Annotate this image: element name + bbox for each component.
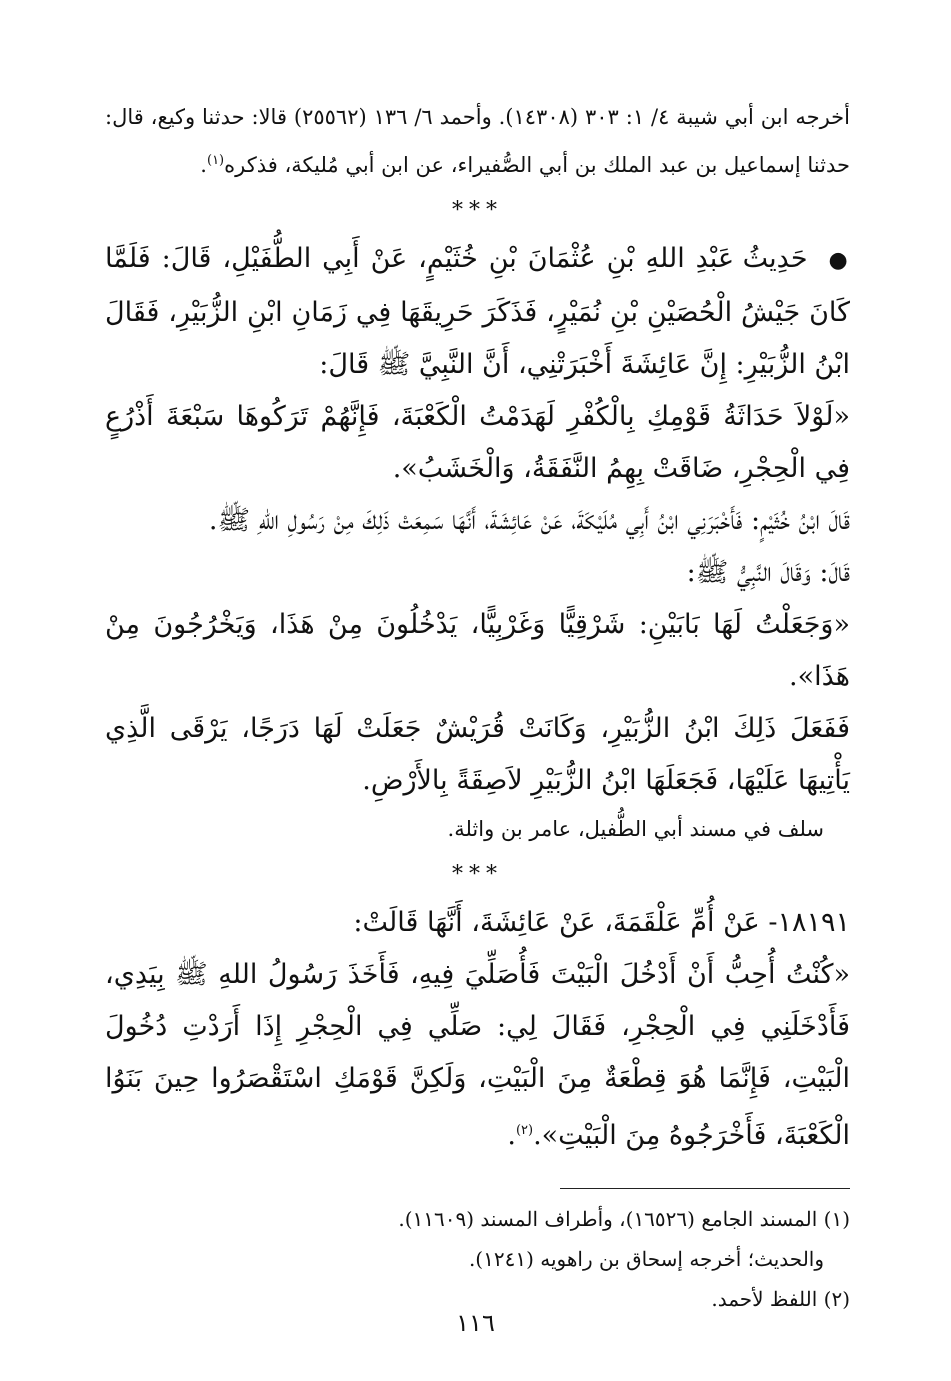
page-number: ١١٦	[456, 1309, 495, 1337]
footnote-ref-1[interactable]: (١)	[206, 153, 225, 168]
intro-line-3: فذكره	[224, 153, 278, 177]
hadith-quote-1: «لَوْلاَ حَدَاثَةُ قَوْمِكِ بِالْكُفْرِ لَهَدَمْتُ الْكَعْبَةَ، فَإِنَّهُمْ تَرَكُوهَا سَبْعَةَ أَذْرُعٍ فِي الْحِجْرِ، ضَاقَتْ بِهِمُ النَّفَقَةُ، وَالْخَشَبُ».	[105, 401, 850, 484]
footnote-ref-2[interactable]: (٢)	[515, 1123, 534, 1138]
cross-reference-note: سلف في مسند أبي الطُّفيل، عامر بن واثلة.	[447, 817, 824, 841]
bullet-icon: ●	[828, 248, 850, 273]
hadith-intro	[105, 233, 850, 391]
hadith-2-quote-text: «كُنْتُ أُحِبُّ أَنْ أَدْخُلَ الْبَيْتَ فَأُصَلِّيَ فِيهِ، فَأَخَذَ رَسُولُ اللهِ ﷺ بِيَدِي، فَأَدْخَلَنِي فِي الْحِجْرِ، فَقَالَ لِي: صَلِّي فِي الْحِجْرِ إِذَا أَرَدْتِ دُخُولَ الْبَيْتِ، فَإِنَّمَا هُوَ قِطْعَةٌ مِنَ الْبَيْتِ، وَلَكِنَّ قَوْمَكِ اسْتَقْصَرُوا حِينَ بَنَوُا الْكَعْبَةَ، فَأَخْرَجُوهُ مِنَ الْبَيْتِ».	[105, 959, 850, 1151]
section-separator: ***	[452, 862, 503, 887]
intro-paragraph: أخرجه ابن أبي شيبة ٤/ ١: ٣٠٣ (١٤٣٠٨). وأحمد ٦/ ١٣٦ (٢٥٥٦٢) قالا: حدثنا وكيع، قال: حدثنا إسماعيل بن عبد الملك بن أبي الصُّفيراء، عن ابن أبي مُليكة، فذكره$^{(١)}$.	[105, 105, 850, 177]
hadith-number: ١٨١٩١-	[768, 907, 850, 938]
intro-line-1: أخرجه ابن أبي شيبة ٤/ ١: ٣٠٣ (١٤٣٠٨). وأحمد ٦/ ١٣٦ (٢٥٥٦٢) قالا:	[251, 105, 850, 129]
hadith-paragraph-4: فَفَعَلَ ذَلِكَ ابْنُ الزُّبَيْرِ، وَكَانَتْ قُرَيْشٌ جَعَلَتْ لَهَا دَرَجًا، يَرْقَى الَّذِي يَأْتِيهَا عَلَيْهَا، فَجَعَلَهَا ابْنُ الزُّبَيْرِ لاَصِقَةً بِالأَرْضِ.	[105, 713, 850, 796]
hadith-2-heading	[105, 897, 850, 949]
hadith-quote-2: «وَجَعَلْتُ لَهَا بَابَيْنِ: شَرْقِيًّا وَغَرْبِيًّا، يَدْخُلُونَ مِنْ هَذَا، وَيَخْرُجُونَ مِنْ هَذَا».	[105, 609, 850, 692]
hadith-intro-text: حَدِيثُ عَبْدِ اللهِ بْنِ عُثْمَانَ بْنِ خُثَيْمٍ، عَنْ أَبِي الطُّفَيْلِ، قَالَ: فَلَمَّا كَانَ جَيْشُ الْحُصَيْنِ بْنِ نُمَيْرٍ، فَذَكَرَ حَرِيقَهَا فِي زَمَانِ ابْنِ الزُّبَيْرِ، فَقَالَ ابْنُ الزُّبَيْرِ: إِنَّ عَائِشَةَ أَخْبَرَتْنِي، أَنَّ النَّبِيَّ ﷺ قَالَ:	[105, 243, 850, 380]
footnote-divider	[560, 1188, 850, 1189]
footnote-1: (١) المسند الجامع (١٦٥٢٦)، وأطراف المسند (١١٦٠٩).	[398, 1207, 850, 1231]
hadith-paragraph-3: قَالَ: وَقَالَ النَّبِيُّ ﷺ:	[686, 557, 850, 588]
intro-line-2: حدثنا وكيع، قال: حدثنا إسماعيل بن عبد الملك بن أبي الصُّفيراء، عن ابن أبي مُليكة،	[105, 105, 850, 177]
section-separator: ***	[452, 198, 503, 223]
hadith-2-intro: عَنْ أُمِّ عَلْقَمَةَ، عَنْ عَائِشَةَ، أَنَّهَا قَالَتْ:	[353, 907, 760, 938]
page-body	[105, 95, 850, 1365]
hadith-2-quote: «كُنْتُ أُحِبُّ أَنْ أَدْخُلَ الْبَيْتَ فَأُصَلِّيَ فِيهِ، فَأَخَذَ رَسُولُ اللهِ ﷺ بِيَدِي، فَأَدْخَلَنِي فِي الْحِجْرِ، فَقَالَ لِي: صَلِّي فِي الْحِجْرِ إِذَا أَرَدْتِ دُخُولَ الْبَيْتِ، فَإِنَّمَا هُوَ قِطْعَةٌ مِنَ الْبَيْتِ، وَلَكِنَّ قَوْمَكِ اسْتَقْصَرُوا حِينَ بَنَوُا الْكَعْبَةَ، فَأَخْرَجُوهُ مِنَ الْبَيْتِ».$^{(٢)}$.	[105, 959, 850, 1151]
hadith-paragraph-2: قَالَ ابْنُ خُثَيْمٍ: فَأَخْبَرَنِي ابْنُ أَبِي مُلَيْكَةَ، عَنْ عَائِشَةَ، أَنَّهَا سَمِعَتْ ذَلِكَ مِنْ رَسُولِ اللهِ ﷺ.	[208, 505, 850, 536]
footnote-2: (٢) اللفظ لأحمد.	[711, 1287, 850, 1311]
footnote-1-continued: والحديث؛ أخرجه إسحاق بن راهويه (١٢٤١).	[468, 1247, 824, 1271]
